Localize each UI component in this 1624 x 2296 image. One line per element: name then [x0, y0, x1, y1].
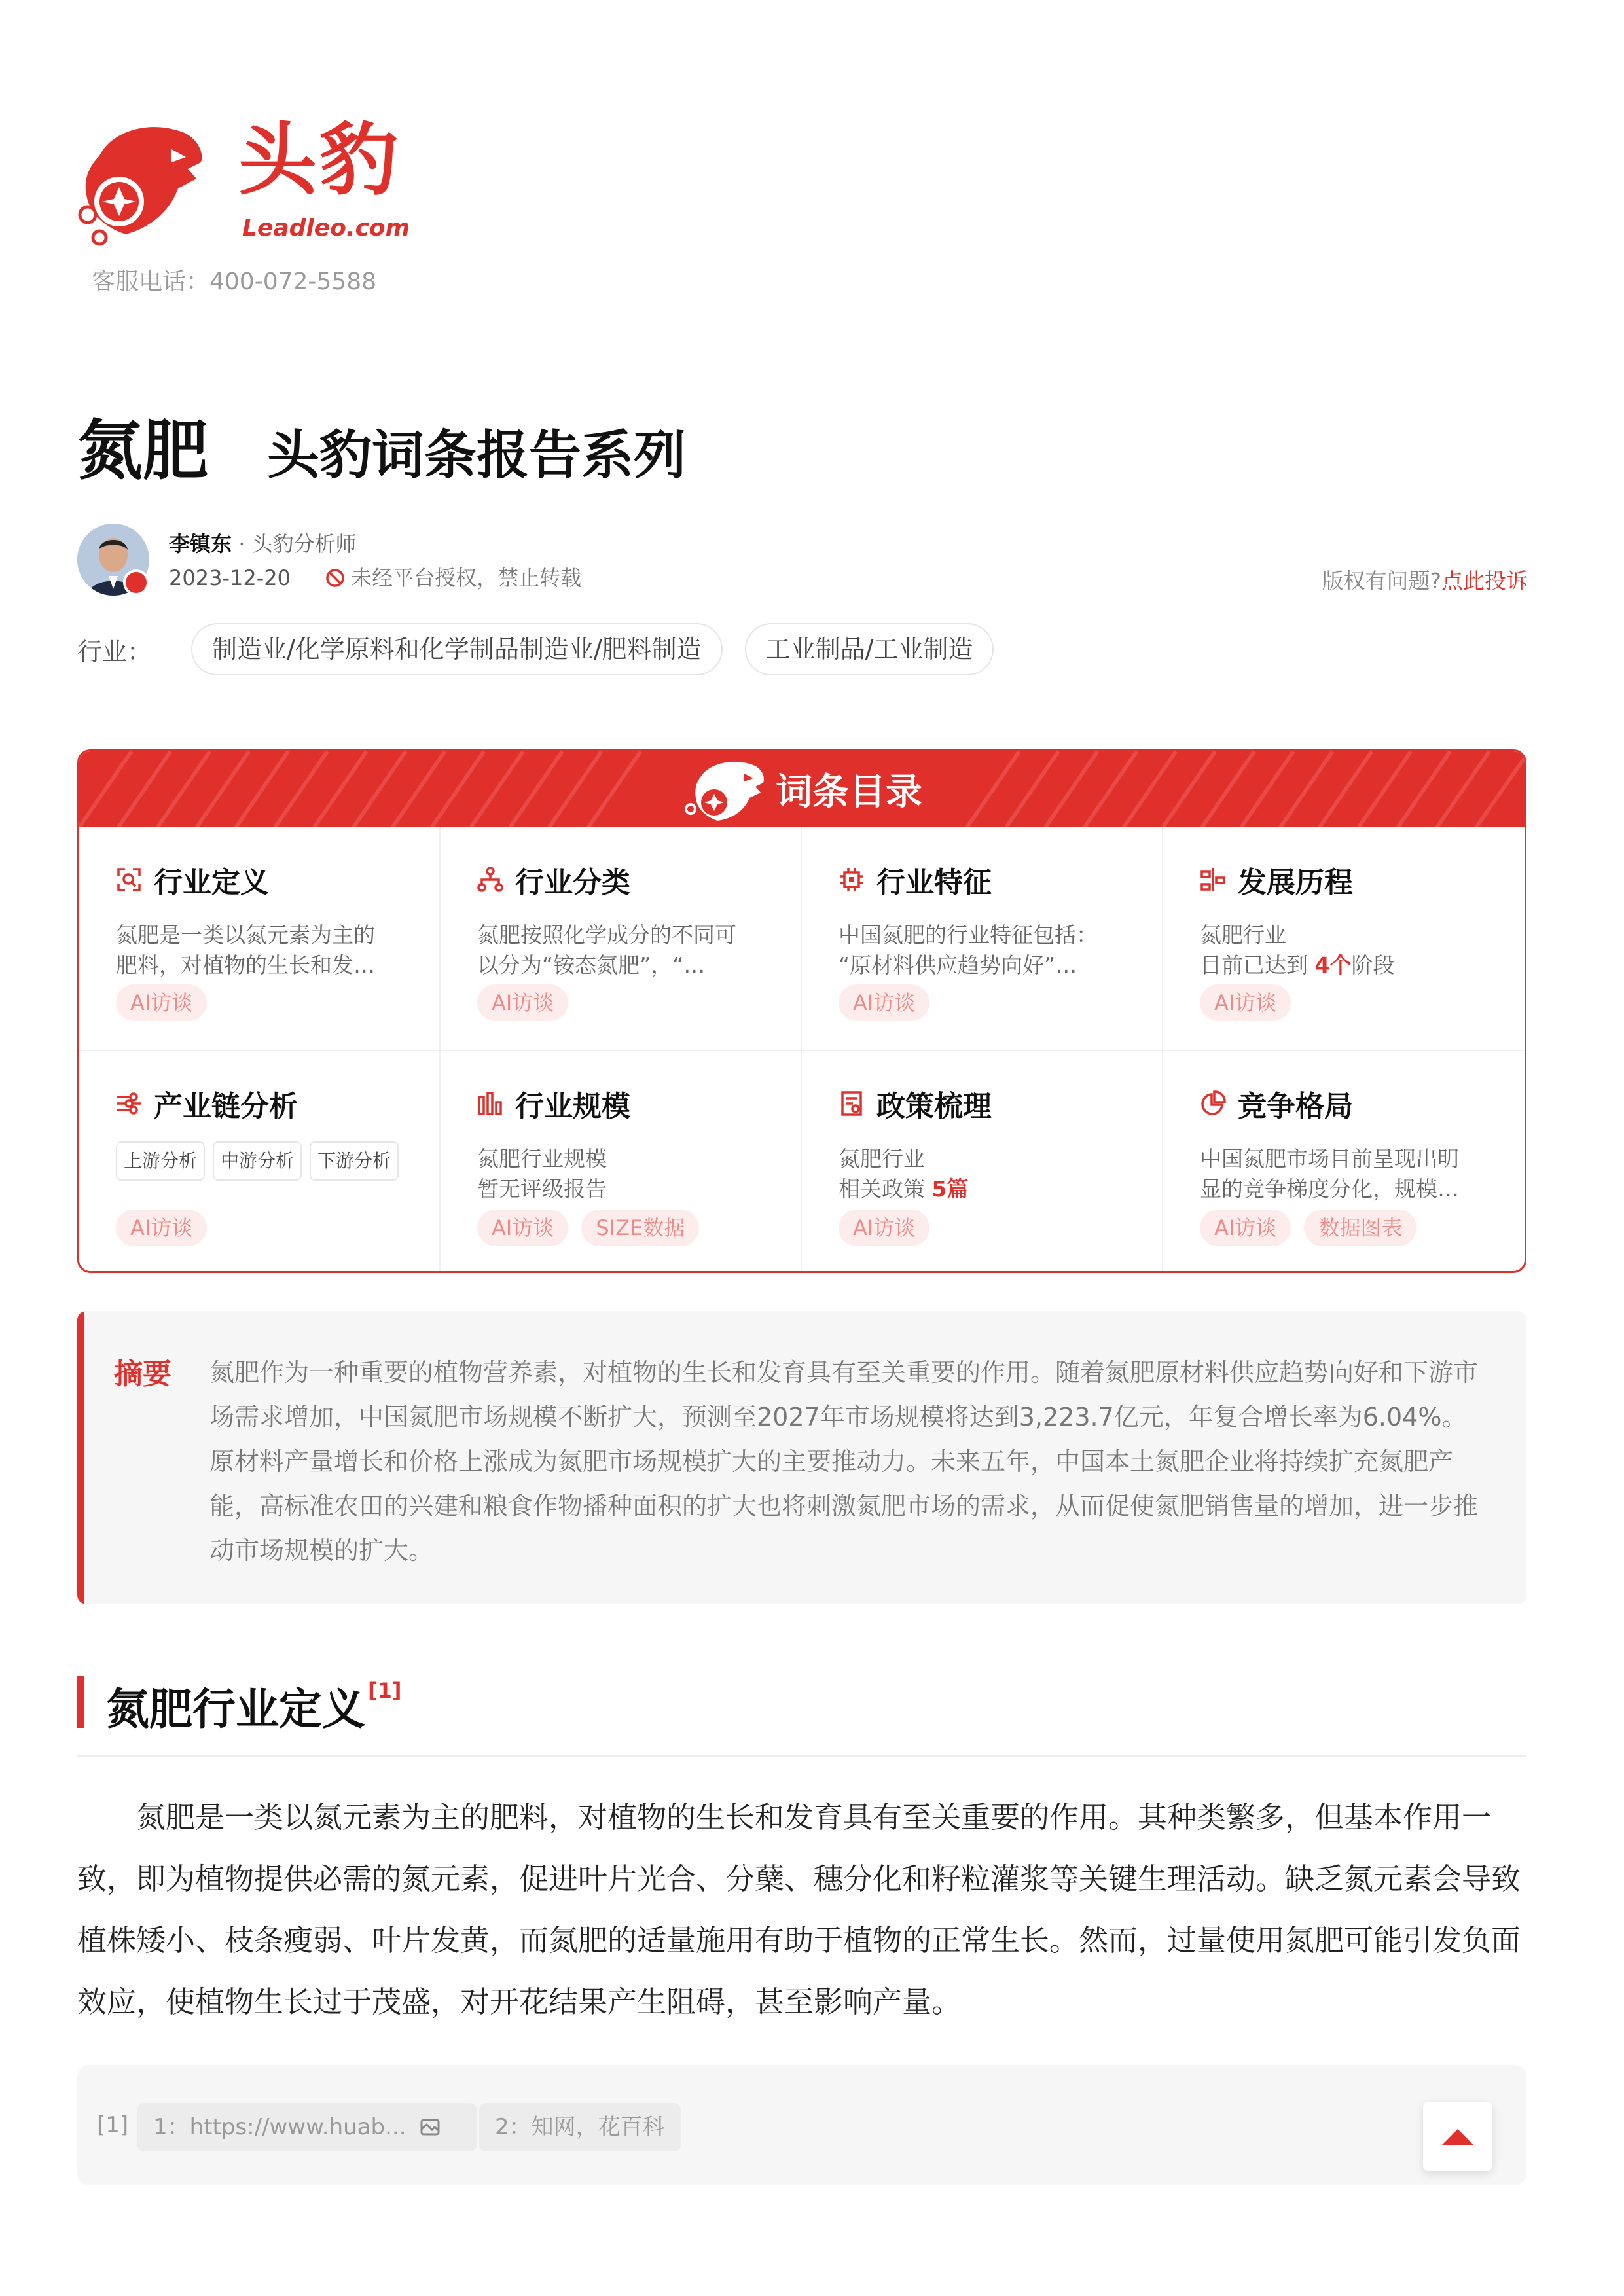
- catalog-item-title: 行业分类: [515, 866, 630, 899]
- catalog-item-title: 发展历程: [1238, 866, 1353, 899]
- catalog-item-desc: [839, 1174, 1120, 1204]
- catalog-item-desc: 暂无评级报告: [477, 1176, 607, 1202]
- copyright-line: [1322, 564, 1528, 595]
- catalog-item-value-chain[interactable]: [79, 1051, 441, 1273]
- ai-interview-chip[interactable]: AI访谈: [477, 984, 568, 1021]
- back-to-top-button[interactable]: [1423, 2102, 1492, 2171]
- catalog-item-title: 行业定义: [154, 866, 269, 899]
- catalog-grid: [79, 827, 1525, 1273]
- citation-marker[interactable]: [1]: [368, 1678, 402, 1703]
- report-title: [77, 398, 686, 492]
- upstream-tab[interactable]: 上游分析: [116, 1141, 205, 1181]
- report-complaint-link[interactable]: 点此投诉: [1441, 568, 1528, 594]
- policy-doc-icon: [839, 1090, 865, 1117]
- author-role: · 头豹分析师: [232, 531, 357, 556]
- chain-subtabs: [116, 1141, 439, 1181]
- date-row: [169, 562, 581, 592]
- reference-link[interactable]: [137, 2103, 477, 2151]
- catalog-item-classification[interactable]: [441, 827, 802, 1051]
- brand-logo[interactable]: [73, 115, 410, 247]
- timeline-icon: [1200, 867, 1226, 893]
- abstract-accent-bar: [77, 1311, 84, 1604]
- report-title-series: 头豹词条报告系列: [267, 425, 686, 486]
- catalog-item-desc: 氮肥按照化学成分的不同可: [477, 922, 736, 948]
- catalog-item-desc: 肥料，对植物的生长和发…: [116, 952, 375, 978]
- stage-suffix: 阶段: [1351, 952, 1395, 978]
- catalog-item-definition[interactable]: [79, 827, 441, 1051]
- leopard-logo-icon: [73, 117, 208, 247]
- author-name[interactable]: 李镇东: [169, 531, 232, 556]
- section-title-text: 氮肥行业定义: [106, 1684, 365, 1734]
- catalog-item-desc: 氮肥行业: [839, 1146, 925, 1172]
- ai-interview-chip[interactable]: AI访谈: [1200, 1210, 1291, 1246]
- catalog-item-desc: 氮肥行业规模: [477, 1146, 607, 1172]
- abstract-text: 氮肥作为一种重要的植物营养素，对植物的生长和发育具有至关重要的作用。随着氮肥原材料供应趋势向好和下游市场需求增加，中国氮肥市场规模不断扩大，预测至2027年市场规模将达到3,223.7亿元，年复合增长率为6.04%。原材料产量增长和价格上涨成为氮肥市场规模扩大的主要推动力。未来五年，中国本土氮肥企业将持续扩充氮肥产能，高标准农田的兴建和粮食作物播种面积的扩大也将刺激氮肥市场的需求，从而促使氮肥销售量的增加，进一步推动市场规模的扩大。: [209, 1358, 1479, 1565]
- catalog-panel: [77, 749, 1526, 1273]
- section-divider: [77, 1755, 1526, 1757]
- catalog-item-competition[interactable]: [1163, 1051, 1525, 1273]
- catalog-header: [79, 751, 1525, 827]
- abstract-panel: [77, 1311, 1526, 1604]
- catalog-item-title: 竞争格局: [1238, 1090, 1353, 1123]
- catalog-item-history[interactable]: [1163, 827, 1525, 1051]
- catalog-item-desc: 氮肥是一类以氮元素为主的: [116, 922, 375, 948]
- abstract-label: 摘要: [114, 1357, 171, 1391]
- stage-prefix: 目前已达到: [1200, 952, 1315, 978]
- pie-chart-icon: [1200, 1090, 1226, 1117]
- catalog-item-desc: 氮肥行业: [1200, 922, 1286, 948]
- reference-source[interactable]: 2：知网，花百科: [479, 2103, 681, 2151]
- policy-prefix: 相关政策: [839, 1176, 932, 1202]
- industry-tag[interactable]: 制造业/化学原料和化学制品制造业/肥料制造: [191, 623, 723, 675]
- ai-interview-chip[interactable]: AI访谈: [116, 984, 207, 1021]
- chip-icon: [839, 867, 865, 893]
- author-line: [169, 528, 357, 558]
- leopard-icon: [681, 757, 767, 822]
- catalog-item-market-size[interactable]: [441, 1051, 802, 1273]
- hierarchy-icon: [477, 867, 503, 893]
- catalog-item-desc: 中国氮肥市场目前呈现出明: [1200, 1146, 1459, 1172]
- report-title-main: 氮肥: [77, 412, 208, 489]
- size-data-chip[interactable]: SIZE数据: [581, 1210, 699, 1246]
- ai-interview-chip[interactable]: AI访谈: [839, 984, 929, 1021]
- repost-notice-text: 未经平台授权，禁止转载: [351, 565, 582, 590]
- catalog-item-title: 行业规模: [515, 1090, 630, 1123]
- catalog-item-title: 行业特征: [876, 866, 992, 899]
- policy-count: 5篇: [931, 1176, 969, 1202]
- catalog-item-desc: “原材料供应趋势向好”…: [839, 952, 1077, 978]
- publish-date: 2023-12-20: [169, 565, 291, 590]
- catalog-item-title: 产业链分析: [154, 1090, 298, 1123]
- section-title: [106, 1674, 402, 1736]
- catalog-item-desc: 中国氮肥的行业特征包括：: [839, 922, 1098, 948]
- industry-row: [77, 622, 1016, 677]
- midstream-tab[interactable]: 中游分析: [213, 1141, 302, 1181]
- industry-label: 行业：: [77, 637, 153, 666]
- catalog-item-features[interactable]: [802, 827, 1163, 1051]
- catalog-title-text: 词条目录: [776, 771, 922, 814]
- catalog-item-desc: 显的竞争梯度分化，规模…: [1200, 1176, 1459, 1202]
- search-doc-icon: [116, 867, 142, 893]
- references-panel: [77, 2065, 1526, 2185]
- ai-interview-chip[interactable]: AI访谈: [116, 1210, 207, 1246]
- repost-notice: [325, 562, 581, 592]
- downstream-tab[interactable]: 下游分析: [310, 1141, 399, 1181]
- reference-link-text: 1：https://www.huab...: [153, 2114, 406, 2140]
- open-link-icon: [419, 2116, 441, 2138]
- service-hotline: 客服电话：400-072-5588: [92, 268, 377, 295]
- stage-count: 4个: [1314, 952, 1352, 978]
- catalog-item-desc: [1200, 950, 1481, 980]
- catalog-title: [681, 757, 922, 822]
- chain-icon: [116, 1090, 142, 1117]
- ai-interview-chip[interactable]: AI访谈: [1200, 984, 1291, 1021]
- catalog-item-policy[interactable]: [802, 1051, 1163, 1273]
- catalog-item-title: 政策梳理: [876, 1090, 992, 1123]
- section-body: 氮肥是一类以氮元素为主的肥料，对植物的生长和发育具有至关重要的作用。其种类繁多，但基本作用一致，即为植物提供必需的氮元素，促进叶片光合、分蘖、穗分化和籽粒灌浆等关键生理活动。缺乏氮元素会导致植株矮小、枝条瘦弱、叶片发黄，而氮肥的适量施用有助于植物的正常生长。然而，过量使用氮肥可能引发负面效应，使植物生长过于茂盛，对开花结果产生阻碍，甚至影响产量。: [77, 1800, 1521, 2019]
- data-chart-chip[interactable]: 数据图表: [1304, 1210, 1416, 1246]
- brand-name-cn: 头豹: [238, 115, 401, 206]
- ai-interview-chip[interactable]: AI访谈: [477, 1210, 568, 1246]
- bar-chart-icon: [477, 1090, 503, 1117]
- ai-interview-chip[interactable]: AI访谈: [839, 1210, 929, 1246]
- copyright-question: 版权有问题?: [1322, 568, 1441, 594]
- verified-badge-icon: [123, 569, 149, 596]
- reference-number: [1]: [97, 2112, 129, 2138]
- section-accent-bar: [77, 1676, 84, 1728]
- industry-tag[interactable]: 工业制品/工业制造: [745, 623, 994, 675]
- catalog-item-desc: 以分为“铵态氮肥”，“…: [477, 952, 706, 978]
- ban-icon: [325, 567, 346, 588]
- triangle-up-icon: [1439, 2125, 1476, 2147]
- brand-name-en: Leadleo.com: [242, 215, 410, 242]
